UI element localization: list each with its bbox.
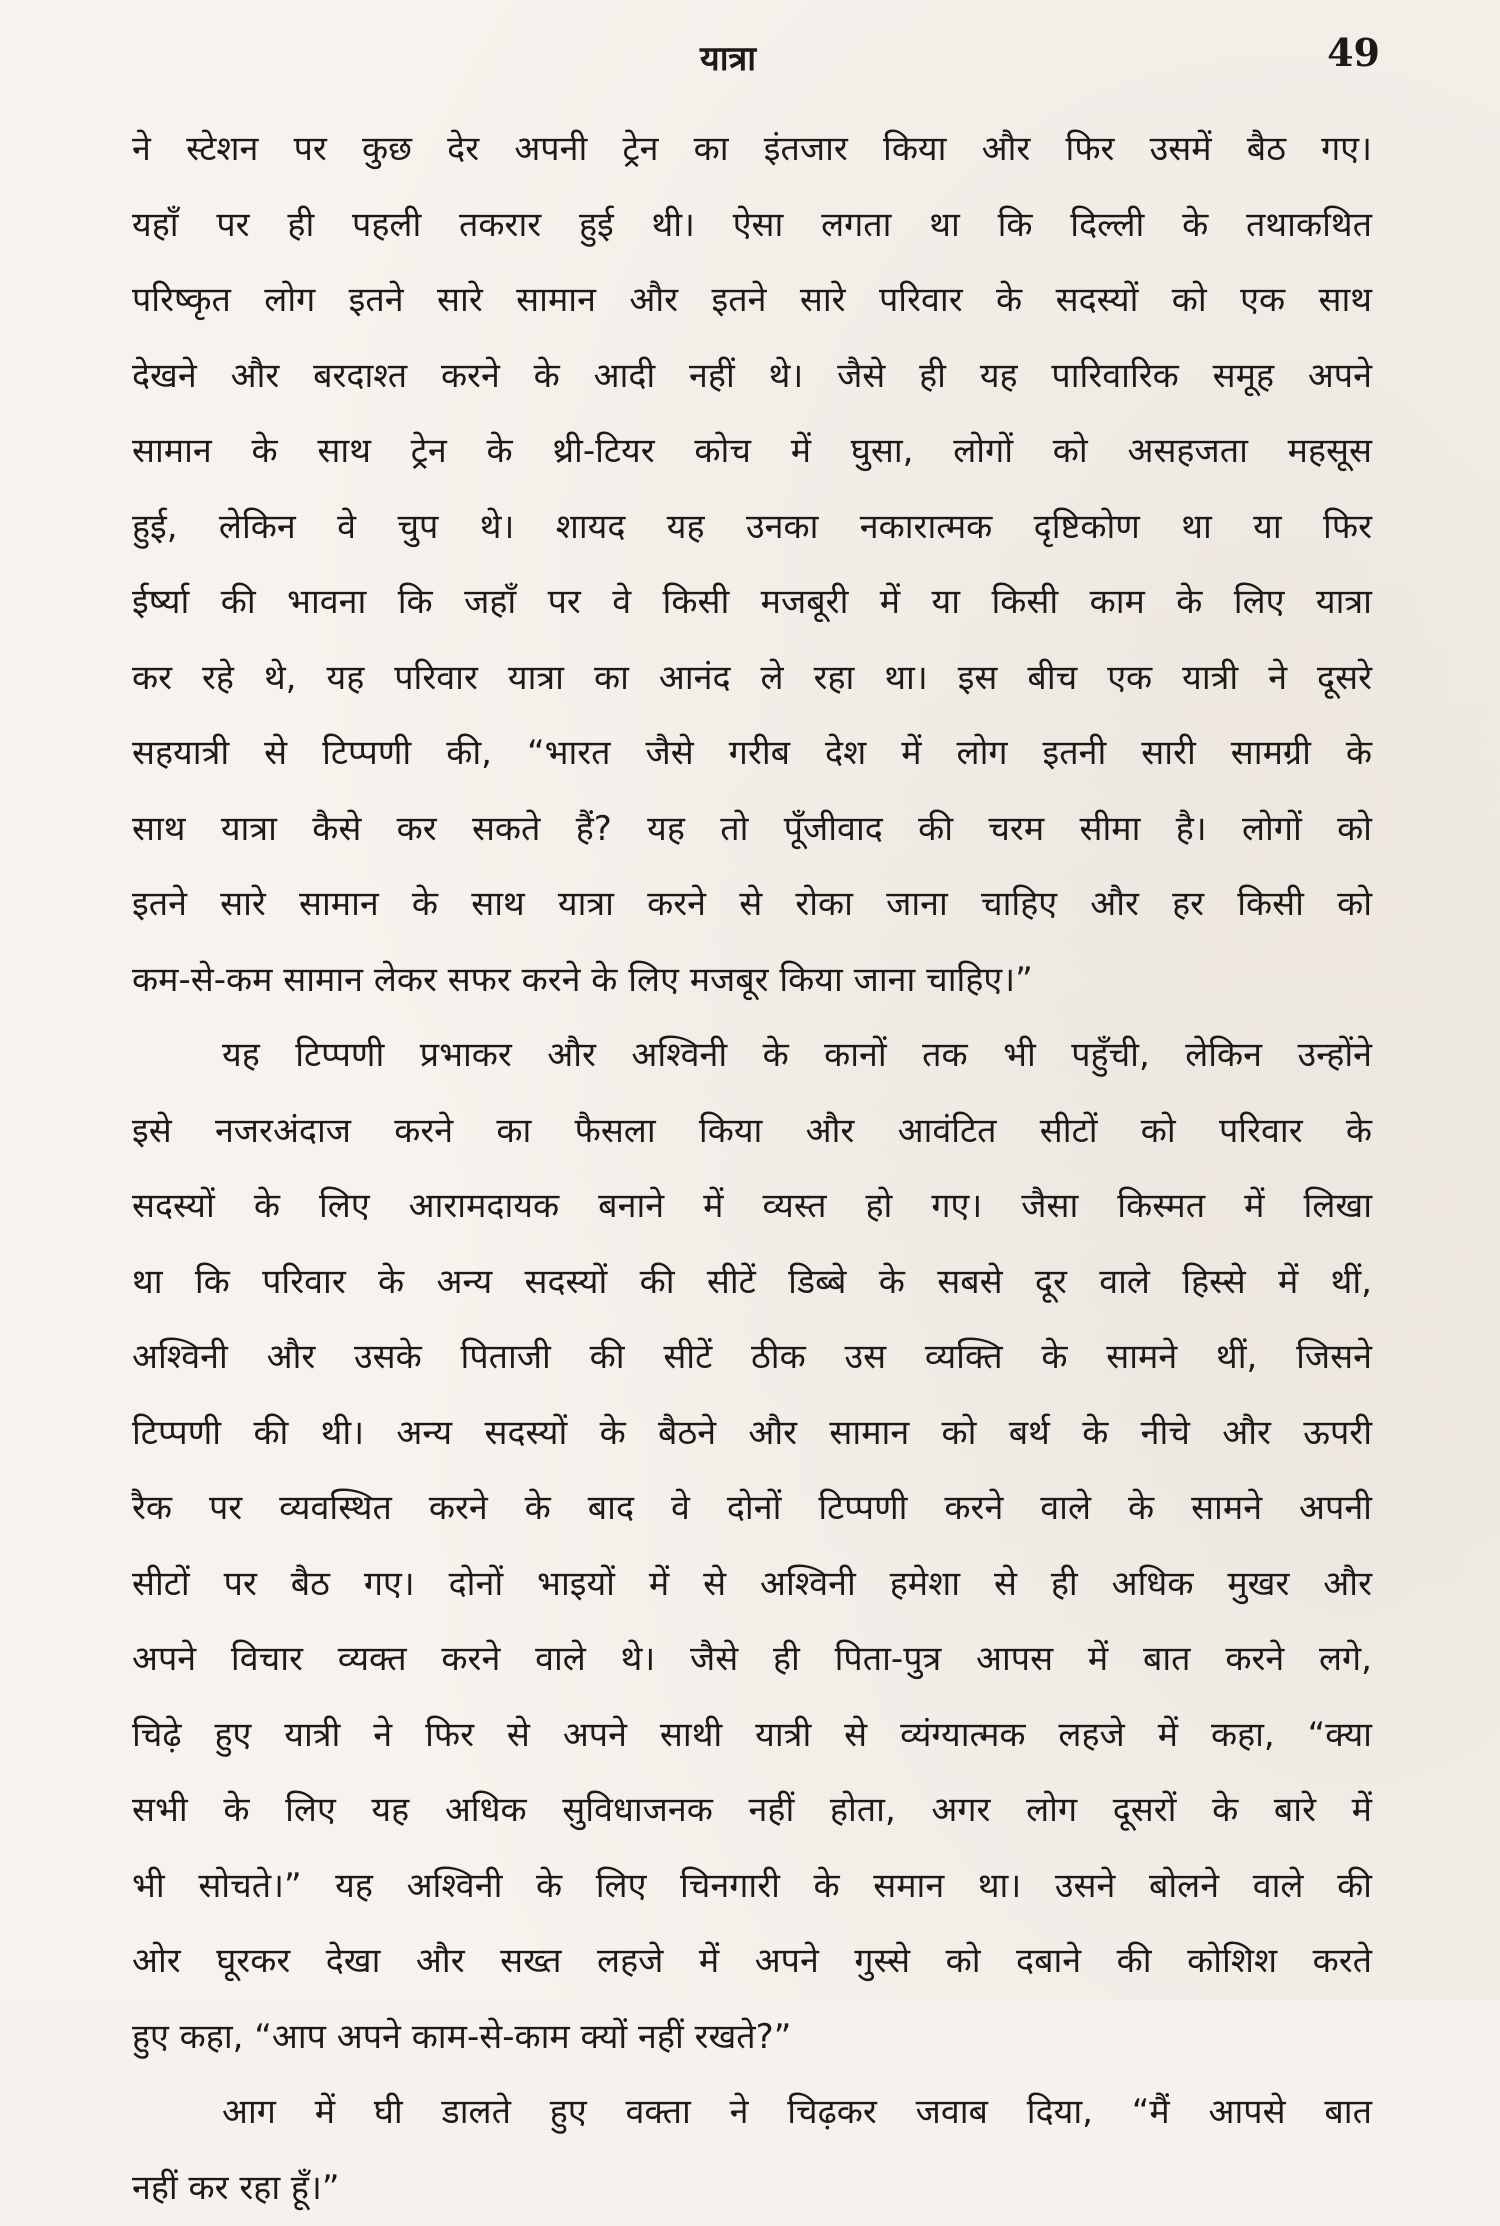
- page-number: 49: [1327, 30, 1380, 75]
- text-line: नहीं कर रहा हूँ।”: [132, 2151, 1372, 2226]
- text-line: चिढ़े हुए यात्री ने फिर से अपने साथी यात्री से व्यंग्यात्मक लहजे में कहा, “क्या: [132, 1698, 1372, 1774]
- text-line: हुए कहा, “आप अपने काम-से-काम क्यों नहीं रखते?”: [132, 2000, 1372, 2076]
- text-line: सीटों पर बैठ गए। दोनों भाइयों में से अश्विनी हमेशा से ही अधिक मुखर और: [132, 1547, 1372, 1623]
- text-line: सदस्यों के लिए आरामदायक बनाने में व्यस्त हो गए। जैसा किस्मत में लिखा: [132, 1169, 1372, 1245]
- text-line: भी सोचते।” यह अश्विनी के लिए चिनगारी के समान था। उसने बोलने वाले की: [132, 1849, 1372, 1925]
- text-line: ने स्टेशन पर कुछ देर अपनी ट्रेन का इंतजार किया और फिर उसमें बैठ गए।: [132, 112, 1372, 188]
- text-line: देखने और बरदाश्त करने के आदी नहीं थे। जैसे ही यह पारिवारिक समूह अपने: [132, 339, 1372, 415]
- text-line: आग में घी डालते हुए वक्ता ने चिढ़कर जवाब दिया, “मैं आपसे बात: [132, 2075, 1372, 2151]
- text-line: रैक पर व्यवस्थित करने के बाद वे दोनों टिप्पणी करने वाले के सामने अपनी: [132, 1471, 1372, 1547]
- text-line: इसे नजरअंदाज करने का फैसला किया और आवंटित सीटों को परिवार के: [132, 1094, 1372, 1170]
- text-line: अश्विनी और उसके पिताजी की सीटें ठीक उस व्यक्ति के सामने थीं, जिसने: [132, 1320, 1372, 1396]
- text-line: कर रहे थे, यह परिवार यात्रा का आनंद ले रहा था। इस बीच एक यात्री ने दूसरे: [132, 641, 1372, 717]
- text-line: परिष्कृत लोग इतने सारे सामान और इतने सारे परिवार के सदस्यों को एक साथ: [132, 263, 1372, 339]
- text-line: सामान के साथ ट्रेन के थ्री-टियर कोच में घुसा, लोगों को असहजता महसूस: [132, 414, 1372, 490]
- text-line: ईर्ष्या की भावना कि जहाँ पर वे किसी मजबूरी में या किसी काम के लिए यात्रा: [132, 565, 1372, 641]
- text-line: टिप्पणी की थी। अन्य सदस्यों के बैठने और सामान को बर्थ के नीचे और ऊपरी: [132, 1396, 1372, 1472]
- text-line: यह टिप्पणी प्रभाकर और अश्विनी के कानों तक भी पहुँची, लेकिन उन्होंने: [132, 1018, 1372, 1094]
- text-line: सहयात्री से टिप्पणी की, “भारत जैसे गरीब देश में लोग इतनी सारी सामग्री के: [132, 716, 1372, 792]
- text-line: हुई, लेकिन वे चुप थे। शायद यह उनका नकारात्मक दृष्टिकोण था या फिर: [132, 490, 1372, 566]
- body-text: [132, 112, 1372, 2226]
- text-line: अपने विचार व्यक्त करने वाले थे। जैसे ही पिता-पुत्र आपस में बात करने लगे,: [132, 1622, 1372, 1698]
- text-line: था कि परिवार के अन्य सदस्यों की सीटें डिब्बे के सबसे दूर वाले हिस्से में थीं,: [132, 1245, 1372, 1321]
- text-line: कम-से-कम सामान लेकर सफर करने के लिए मजबूर किया जाना चाहिए।”: [132, 943, 1372, 1019]
- running-head-title: यात्रा: [700, 34, 756, 80]
- text-line: इतने सारे सामान के साथ यात्रा करने से रोका जाना चाहिए और हर किसी को: [132, 867, 1372, 943]
- text-line: ओर घूरकर देखा और सख्त लहजे में अपने गुस्से को दबाने की कोशिश करते: [132, 1924, 1372, 2000]
- text-line: यहाँ पर ही पहली तकरार हुई थी। ऐसा लगता था कि दिल्ली के तथाकथित: [132, 188, 1372, 264]
- text-line: सभी के लिए यह अधिक सुविधाजनक नहीं होता, अगर लोग दूसरों के बारे में: [132, 1773, 1372, 1849]
- text-line: साथ यात्रा कैसे कर सकते हैं? यह तो पूँजीवाद की चरम सीमा है। लोगों को: [132, 792, 1372, 868]
